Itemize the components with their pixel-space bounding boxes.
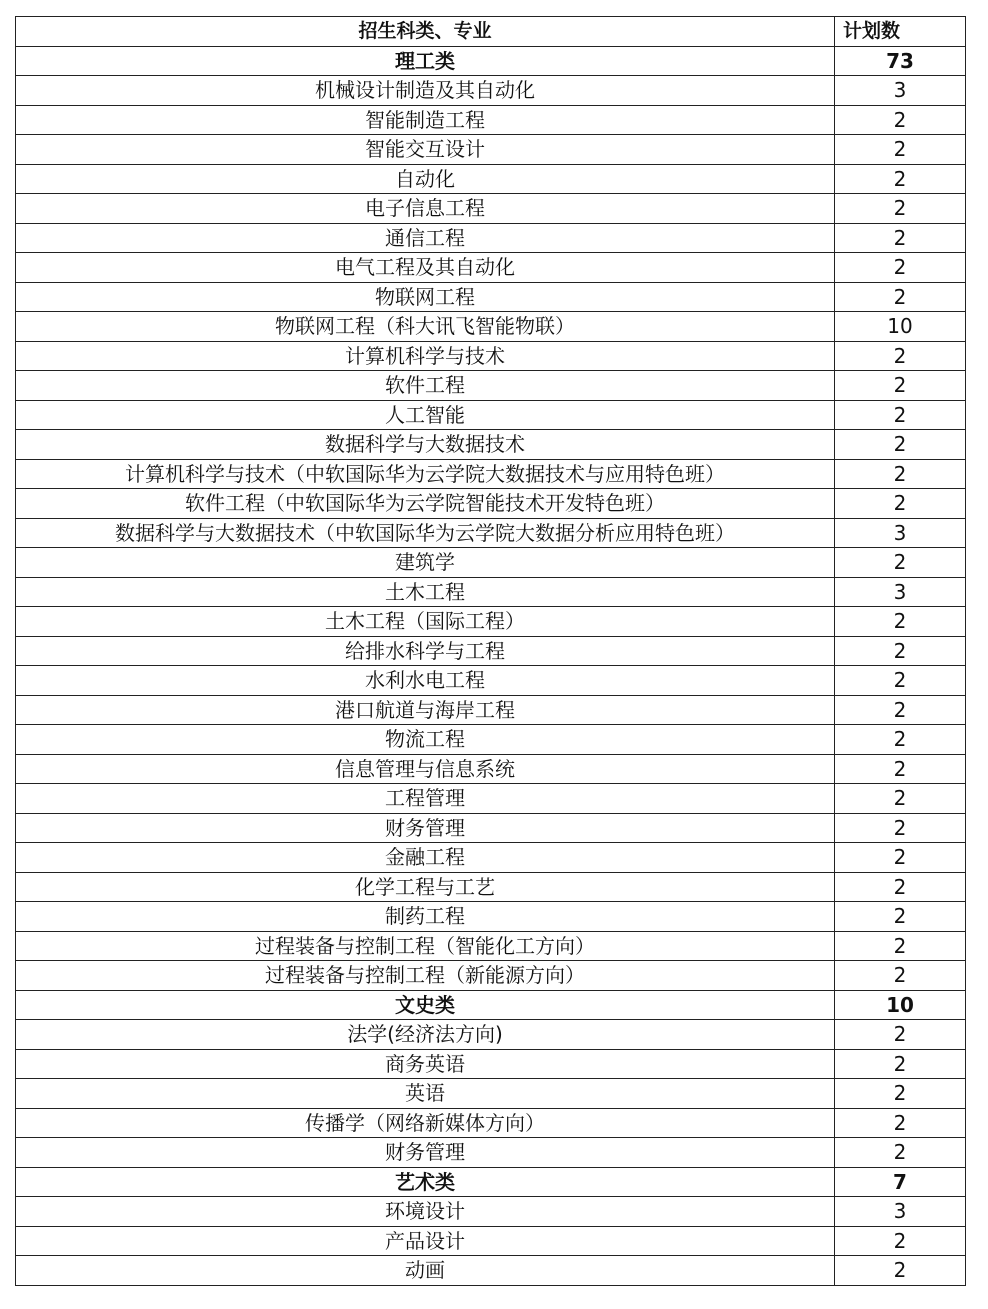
major-name: 环境设计 [16, 1197, 835, 1227]
category-name: 艺术类 [16, 1167, 835, 1197]
table-row [16, 105, 966, 135]
plan-count: 2 [835, 607, 966, 637]
table-row [16, 636, 966, 666]
plan-count: 2 [835, 548, 966, 578]
plan-count: 2 [835, 695, 966, 725]
plan-count: 2 [835, 282, 966, 312]
major-name: 土木工程（国际工程） [16, 607, 835, 637]
major-name: 自动化 [16, 164, 835, 194]
table-row [16, 1020, 966, 1050]
table-row [16, 843, 966, 873]
plan-count: 2 [835, 371, 966, 401]
major-name: 港口航道与海岸工程 [16, 695, 835, 725]
plan-count: 2 [835, 843, 966, 873]
table-row [16, 1197, 966, 1227]
table-body [16, 17, 966, 1286]
table-row [16, 430, 966, 460]
table-row [16, 813, 966, 843]
major-name: 传播学（网络新媒体方向） [16, 1108, 835, 1138]
plan-count: 2 [835, 784, 966, 814]
table-row [16, 872, 966, 902]
major-name: 建筑学 [16, 548, 835, 578]
plan-count: 2 [835, 754, 966, 784]
plan-count: 2 [835, 902, 966, 932]
category-row [16, 46, 966, 76]
plan-count: 10 [835, 312, 966, 342]
plan-count: 2 [835, 1226, 966, 1256]
table-row [16, 784, 966, 814]
table-row [16, 577, 966, 607]
table-row [16, 164, 966, 194]
major-name: 计算机科学与技术 [16, 341, 835, 371]
plan-count: 2 [835, 135, 966, 165]
table-row [16, 902, 966, 932]
table-row [16, 666, 966, 696]
major-name: 电气工程及其自动化 [16, 253, 835, 283]
enrollment-plan-table [15, 16, 966, 1286]
major-name: 物联网工程 [16, 282, 835, 312]
category-name: 文史类 [16, 990, 835, 1020]
category-total: 10 [835, 990, 966, 1020]
table-row [16, 1079, 966, 1109]
table-row [16, 754, 966, 784]
category-name: 理工类 [16, 46, 835, 76]
table-row [16, 1108, 966, 1138]
table-row [16, 1138, 966, 1168]
plan-count: 2 [835, 489, 966, 519]
table-row [16, 1256, 966, 1286]
plan-count: 2 [835, 105, 966, 135]
category-row [16, 1167, 966, 1197]
table-row [16, 135, 966, 165]
plan-count: 2 [835, 636, 966, 666]
table-row [16, 371, 966, 401]
major-name: 水利水电工程 [16, 666, 835, 696]
major-name: 给排水科学与工程 [16, 636, 835, 666]
table-row [16, 1226, 966, 1256]
plan-count: 2 [835, 223, 966, 253]
major-name: 动画 [16, 1256, 835, 1286]
table-row [16, 282, 966, 312]
major-name: 软件工程（中软国际华为云学院智能技术开发特色班） [16, 489, 835, 519]
major-name: 制药工程 [16, 902, 835, 932]
plan-count: 2 [835, 1020, 966, 1050]
table-row [16, 194, 966, 224]
major-name: 智能制造工程 [16, 105, 835, 135]
table-row [16, 341, 966, 371]
plan-count: 3 [835, 76, 966, 106]
plan-count: 2 [835, 725, 966, 755]
plan-count: 2 [835, 666, 966, 696]
plan-count: 2 [835, 1138, 966, 1168]
major-name: 法学(经济法方向) [16, 1020, 835, 1050]
major-name: 计算机科学与技术（中软国际华为云学院大数据技术与应用特色班） [16, 459, 835, 489]
major-name: 化学工程与工艺 [16, 872, 835, 902]
major-name: 财务管理 [16, 1138, 835, 1168]
header-major-label: 招生科类、专业 [16, 17, 835, 47]
table-row [16, 607, 966, 637]
plan-count: 2 [835, 400, 966, 430]
plan-count: 2 [835, 430, 966, 460]
major-name: 人工智能 [16, 400, 835, 430]
table-row [16, 1049, 966, 1079]
major-name: 过程装备与控制工程（新能源方向） [16, 961, 835, 991]
plan-count: 2 [835, 164, 966, 194]
major-name: 物流工程 [16, 725, 835, 755]
major-name: 软件工程 [16, 371, 835, 401]
plan-count: 2 [835, 961, 966, 991]
plan-count: 3 [835, 518, 966, 548]
major-name: 物联网工程（科大讯飞智能物联） [16, 312, 835, 342]
table-row [16, 725, 966, 755]
major-name: 工程管理 [16, 784, 835, 814]
plan-count: 2 [835, 1256, 966, 1286]
plan-count: 2 [835, 341, 966, 371]
table-row [16, 223, 966, 253]
table-row [16, 400, 966, 430]
major-name: 数据科学与大数据技术 [16, 430, 835, 460]
plan-count: 3 [835, 577, 966, 607]
header-count-label: 计划数 [835, 17, 966, 47]
plan-count: 2 [835, 1049, 966, 1079]
table-row [16, 489, 966, 519]
table-row [16, 931, 966, 961]
plan-count: 2 [835, 931, 966, 961]
table-header-row [16, 17, 966, 47]
plan-count: 2 [835, 459, 966, 489]
major-name: 机械设计制造及其自动化 [16, 76, 835, 106]
table-row [16, 459, 966, 489]
major-name: 过程装备与控制工程（智能化工方向） [16, 931, 835, 961]
plan-count: 2 [835, 194, 966, 224]
plan-count: 3 [835, 1197, 966, 1227]
major-name: 金融工程 [16, 843, 835, 873]
plan-count: 2 [835, 253, 966, 283]
table-row [16, 518, 966, 548]
plan-count: 2 [835, 813, 966, 843]
major-name: 通信工程 [16, 223, 835, 253]
category-total: 73 [835, 46, 966, 76]
category-total: 7 [835, 1167, 966, 1197]
table-row [16, 312, 966, 342]
major-name: 智能交互设计 [16, 135, 835, 165]
table-row [16, 253, 966, 283]
major-name: 土木工程 [16, 577, 835, 607]
table-row [16, 695, 966, 725]
major-name: 产品设计 [16, 1226, 835, 1256]
major-name: 数据科学与大数据技术（中软国际华为云学院大数据分析应用特色班） [16, 518, 835, 548]
table-row [16, 548, 966, 578]
table-row [16, 961, 966, 991]
major-name: 商务英语 [16, 1049, 835, 1079]
plan-count: 2 [835, 1108, 966, 1138]
major-name: 财务管理 [16, 813, 835, 843]
major-name: 信息管理与信息系统 [16, 754, 835, 784]
table-row [16, 76, 966, 106]
major-name: 英语 [16, 1079, 835, 1109]
plan-count: 2 [835, 1079, 966, 1109]
category-row [16, 990, 966, 1020]
major-name: 电子信息工程 [16, 194, 835, 224]
plan-count: 2 [835, 872, 966, 902]
